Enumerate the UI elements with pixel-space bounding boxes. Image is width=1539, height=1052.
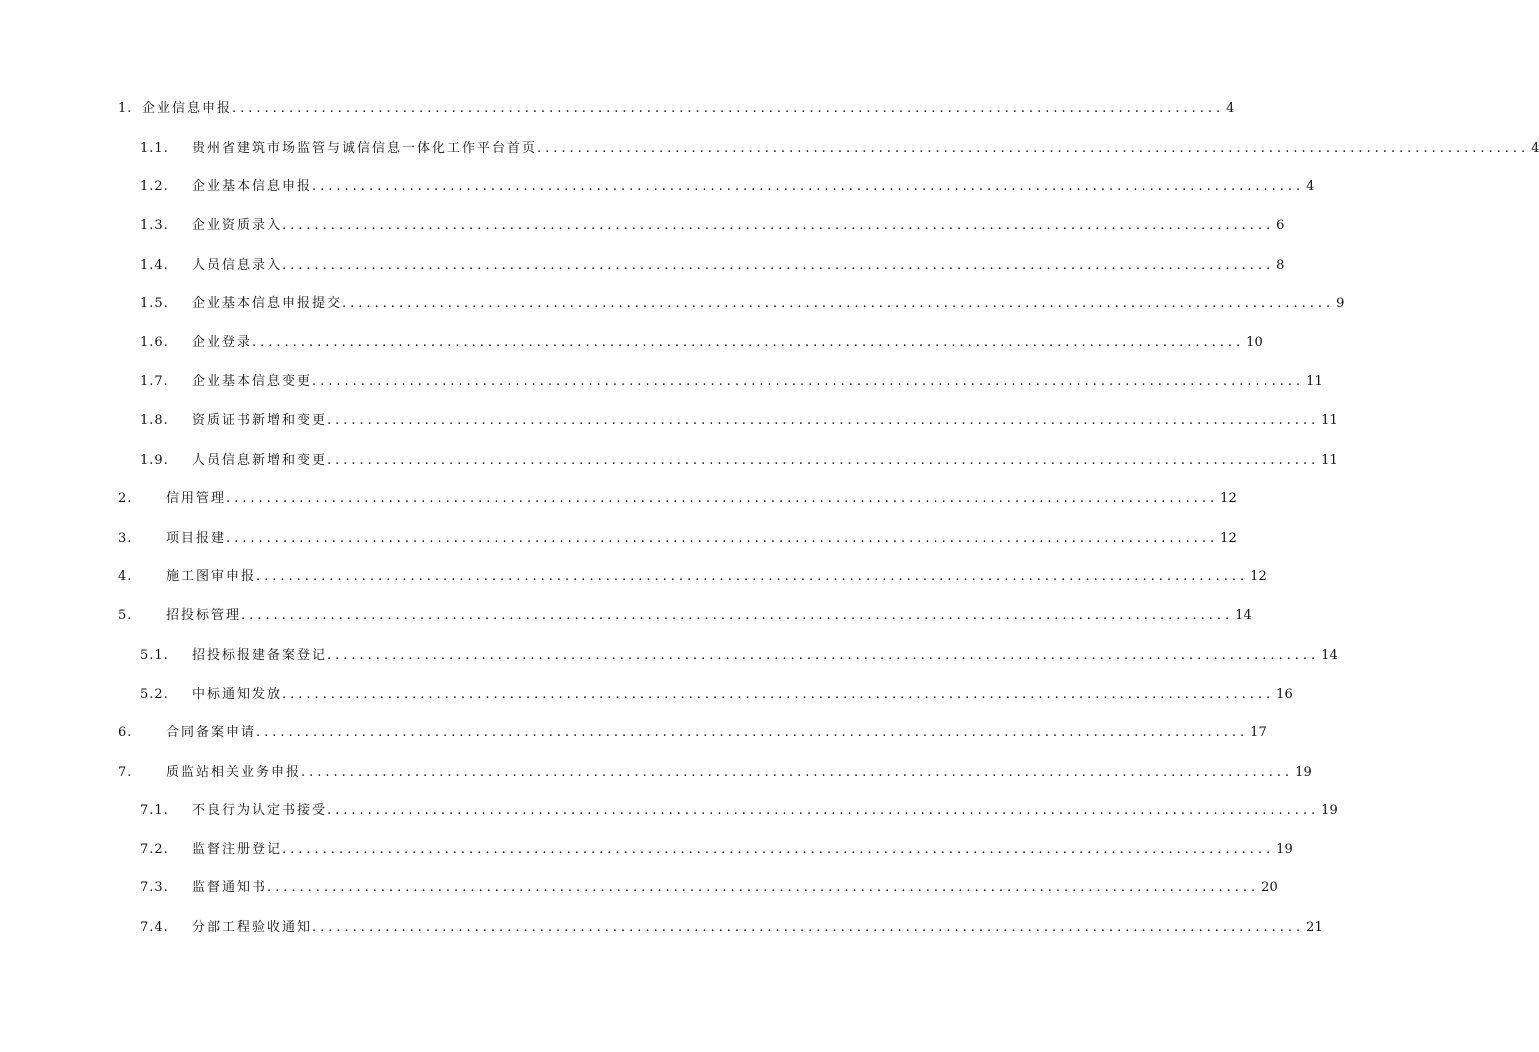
toc-entry-number: 7.3. <box>140 880 169 895</box>
toc-entry[interactable] <box>140 333 1263 353</box>
toc-entry-page: 9 <box>1336 296 1345 311</box>
toc-entry-page: 4 <box>1226 101 1235 116</box>
toc-entry-title: 贵州省建筑市场监管与诚信信息一体化工作平台首页 <box>192 141 538 156</box>
dot-leader: .......................................................................................................................... <box>312 374 1305 389</box>
toc-entry[interactable] <box>118 723 1267 743</box>
dot-leader: .......................................................................................................................... <box>301 765 1294 780</box>
toc-entry[interactable] <box>118 529 1237 549</box>
toc-entry-title: 招投标管理 <box>166 608 242 623</box>
toc-entry-title: 招投标报建备案登记 <box>192 648 328 663</box>
toc-entry-page: 8 <box>1276 258 1285 273</box>
dot-leader: .......................................................................................................................... <box>342 296 1335 311</box>
dot-leader: .......................................................................................................................... <box>282 842 1275 857</box>
toc-entry-page: 19 <box>1321 803 1338 818</box>
toc-entry-number: 1.5. <box>140 296 169 311</box>
toc-entry[interactable] <box>118 567 1267 587</box>
toc-entry-page: 16 <box>1276 687 1293 702</box>
toc-entry-page: 17 <box>1250 725 1267 740</box>
toc-entry-number: 6. <box>118 725 133 740</box>
toc-entry-title: 企业基本信息申报提交 <box>192 296 343 311</box>
toc-entry[interactable] <box>118 763 1312 783</box>
dot-leader: .......................................................................................................................... <box>267 880 1260 895</box>
dot-leader: .......................................................................................................................... <box>232 101 1225 116</box>
toc-entry-number: 3. <box>118 531 133 546</box>
toc-entry[interactable] <box>118 489 1237 509</box>
toc-entry-title: 中标通知发放 <box>192 687 283 702</box>
dot-leader: .......................................................................................................................... <box>282 687 1275 702</box>
toc-entry[interactable] <box>140 685 1293 705</box>
toc-entry-title: 企业登录 <box>192 335 253 350</box>
toc-entry-page: 12 <box>1220 531 1237 546</box>
dot-leader: .......................................................................................................................... <box>312 920 1305 935</box>
dot-leader: .......................................................................................................................... <box>226 531 1219 546</box>
toc-entry-title: 施工图审申报 <box>166 569 257 584</box>
toc-entry[interactable] <box>140 918 1323 938</box>
toc-entry-title: 信用管理 <box>166 491 227 506</box>
toc-entry[interactable] <box>118 606 1252 626</box>
dot-leader: .......................................................................................................................... <box>226 491 1219 506</box>
toc-entry-title: 监督通知书 <box>192 880 268 895</box>
toc-entry-page: 12 <box>1220 491 1237 506</box>
toc-entry-page: 11 <box>1321 453 1338 468</box>
toc-entry-number: 7.4. <box>140 920 169 935</box>
toc-entry-page: 14 <box>1235 608 1252 623</box>
toc-entry-number: 1.4. <box>140 258 169 273</box>
toc-entry-number: 7. <box>118 765 133 780</box>
toc-entry-number: 1.8. <box>140 413 169 428</box>
toc-entry-title: 项目报建 <box>166 531 227 546</box>
toc-entry[interactable] <box>140 840 1293 860</box>
toc-entry-page: 12 <box>1250 569 1267 584</box>
toc-entry[interactable] <box>140 294 1345 314</box>
toc-entry-number: 7.2. <box>140 842 169 857</box>
toc-entry[interactable] <box>140 878 1278 898</box>
dot-leader: .......................................................................................................................... <box>312 179 1305 194</box>
toc-entry-page: 14 <box>1321 648 1338 663</box>
toc-entry[interactable] <box>140 139 1539 159</box>
dot-leader: .......................................................................................................................... <box>327 648 1320 663</box>
toc-entry-title: 监督注册登记 <box>192 842 283 857</box>
dot-leader: .......................................................................................................................... <box>327 803 1320 818</box>
toc-entry[interactable] <box>140 801 1338 821</box>
dot-leader: .......................................................................................................................... <box>282 218 1275 233</box>
toc-entry-number: 1.6. <box>140 335 169 350</box>
toc-entry-number: 2. <box>118 491 133 506</box>
toc-entry-page: 10 <box>1246 335 1263 350</box>
toc-entry-page: 19 <box>1295 765 1312 780</box>
toc-entry-title: 人员信息新增和变更 <box>192 453 328 468</box>
dot-leader: .......................................................................................................................... <box>537 141 1530 156</box>
toc-entry-title: 企业基本信息申报 <box>192 179 313 194</box>
toc-entry-page: 11 <box>1321 413 1338 428</box>
toc-entry-title: 资质证书新增和变更 <box>192 413 328 428</box>
toc-entry-number: 5.1. <box>140 648 169 663</box>
dot-leader: .......................................................................................................................... <box>256 725 1249 740</box>
toc-entry-page: 21 <box>1306 920 1323 935</box>
toc-entry-title: 企业信息申报 <box>142 101 233 116</box>
toc-entry[interactable] <box>140 372 1323 392</box>
toc-entry-page: 4 <box>1306 179 1315 194</box>
toc-entry-number: 1.1. <box>140 141 169 156</box>
dot-leader: .......................................................................................................................... <box>256 569 1249 584</box>
toc-entry[interactable] <box>140 411 1338 431</box>
dot-leader: .......................................................................................................................... <box>327 453 1320 468</box>
toc-entry-number: 1.7. <box>140 374 169 389</box>
toc-entry[interactable] <box>140 177 1315 197</box>
toc-entry-number: 5. <box>118 608 133 623</box>
toc-entry-page: 19 <box>1276 842 1293 857</box>
toc-entry[interactable] <box>140 451 1338 471</box>
toc-entry-title: 质监站相关业务申报 <box>166 765 302 780</box>
dot-leader: .......................................................................................................................... <box>252 335 1245 350</box>
toc-entry-title: 企业资质录入 <box>192 218 283 233</box>
dot-leader: .......................................................................................................................... <box>241 608 1234 623</box>
toc-entry[interactable] <box>140 646 1338 666</box>
toc-entry[interactable] <box>118 99 1235 119</box>
toc-entry-number: 1.2. <box>140 179 169 194</box>
dot-leader: .......................................................................................................................... <box>327 413 1320 428</box>
toc-entry[interactable] <box>140 216 1285 236</box>
toc-entry-number: 7.1. <box>140 803 169 818</box>
toc-entry-page: 6 <box>1276 218 1285 233</box>
toc-entry-number: 4. <box>118 569 133 584</box>
toc-entry-page: 4 <box>1531 141 1539 156</box>
toc-entry-number: 1.9. <box>140 453 169 468</box>
toc-entry-title: 人员信息录入 <box>192 258 283 273</box>
toc-entry-title: 不良行为认定书接受 <box>192 803 328 818</box>
toc-entry[interactable] <box>140 256 1285 276</box>
toc-entry-title: 合同备案申请 <box>166 725 257 740</box>
toc-entry-number: 5.2. <box>140 687 169 702</box>
dot-leader: .......................................................................................................................... <box>282 258 1275 273</box>
toc-entry-title: 企业基本信息变更 <box>192 374 313 389</box>
toc-entry-number: 1. <box>118 101 133 116</box>
toc-entry-number: 1.3. <box>140 218 169 233</box>
toc-entry-page: 20 <box>1261 880 1278 895</box>
toc-entry-page: 11 <box>1306 374 1323 389</box>
toc-entry-title: 分部工程验收通知 <box>192 920 313 935</box>
